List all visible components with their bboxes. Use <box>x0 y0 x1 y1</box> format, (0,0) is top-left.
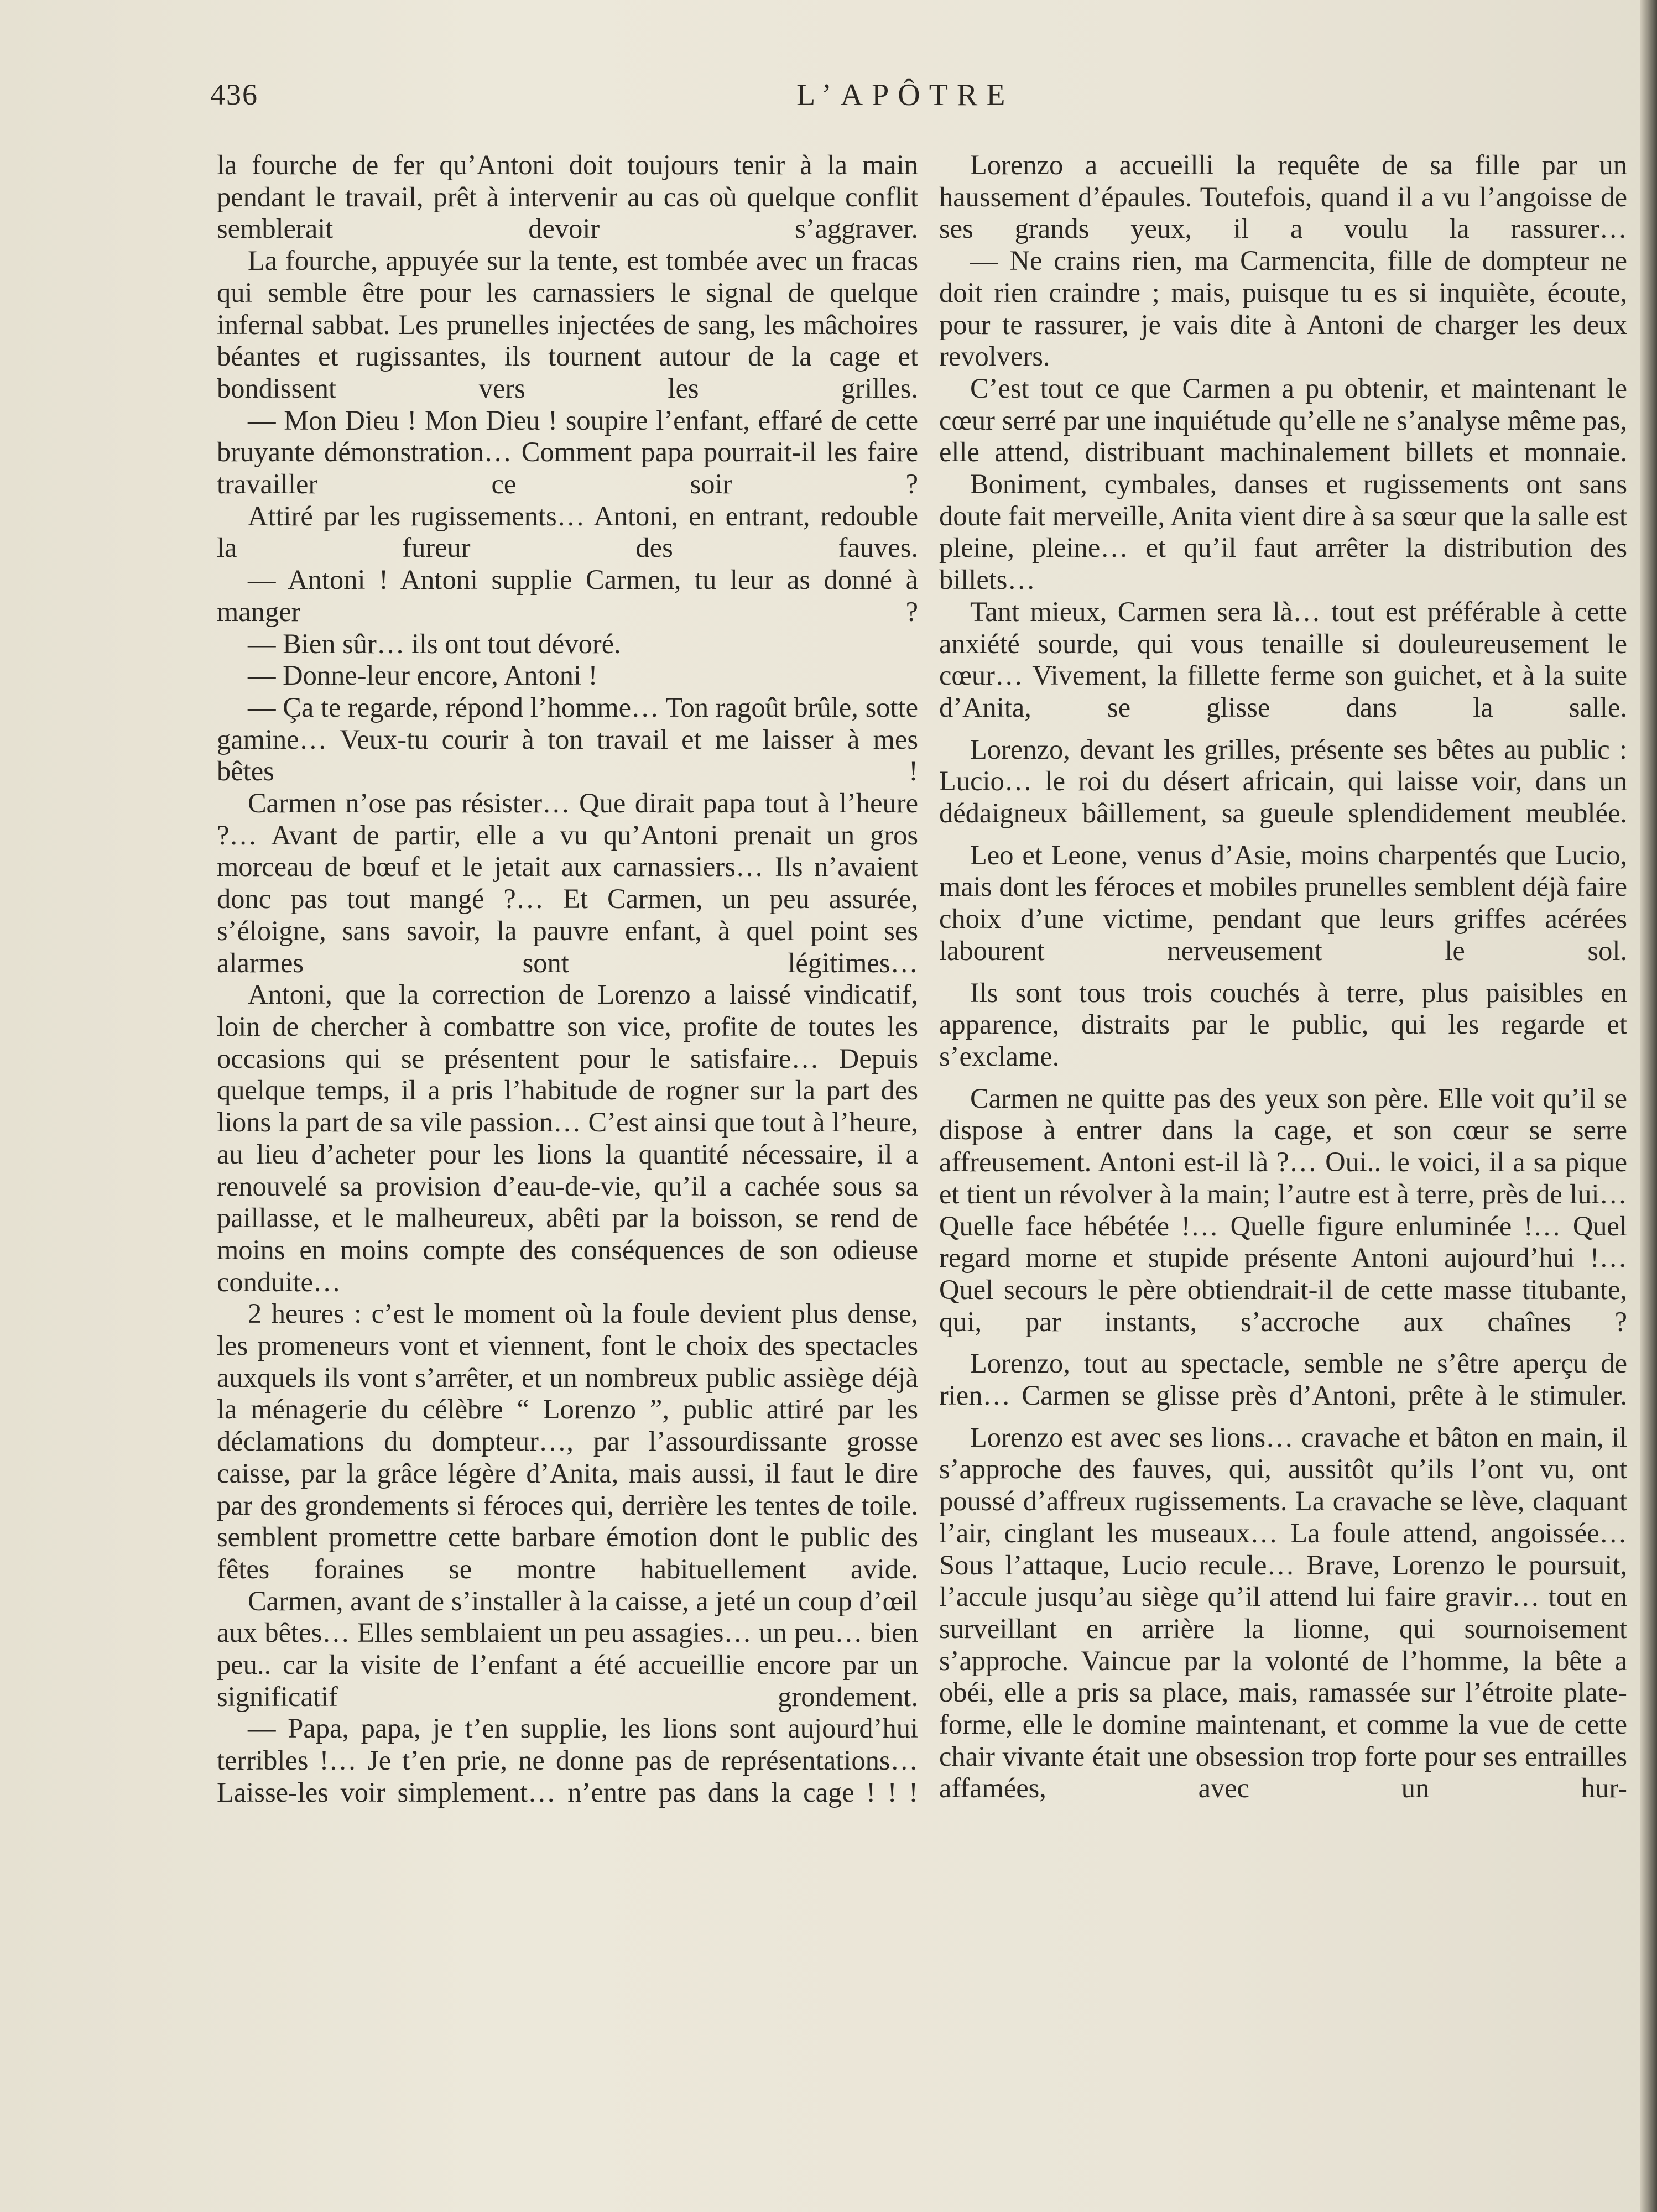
paragraph: la fourche de fer qu’Antoni doit toujours tenir à la main pendant le travail, prêt à intervenir au cas où quelque conflit semblerait devoir s’aggraver. <box>217 149 918 244</box>
paragraph: — Ne crains rien, ma Carmencita, fille de dompteur ne doit rien craindre ; mais, puisque tu es si inquiète, écoute, pour te rassurer, je vais dite à Antoni de charger les deux revolvers. <box>939 245 1627 372</box>
paragraph: Attiré par les rugissements… Antoni, en entrant, redouble la fureur des fauves. <box>217 500 918 564</box>
paragraph: — Mon Dieu ! Mon Dieu ! soupire l’enfant, effaré de cette bruyante démonstration… Comment papa pourrait-il les faire travailler ce soir ? <box>217 404 918 500</box>
paragraph: Lorenzo est avec ses lions… cravache et bâton en main, il s’approche des fauves, qui, aussitôt qu’ils l’ont vu, ont poussé d’affreux rugissements. La cravache se lève, claquant l’air, cinglant les museaux… La foule attend, angoissée… Sous l’attaque, Lucio recule… Brave, Lorenzo le poursuit, l’accule jusqu’au siège qu’il attend lui faire gravir… tout en surveillant en arrière la lionne, qui sournoisement s’approche. Vaincue par la volonté de l’homme, la bête a obéi, elle a pris sa place, mais, ramassée sur l’étroite plate-forme, elle le domine maintenant, et comme la vue de cette chair vivante était une obsession trop forte pour ses entrailles affamées, avec un hur- <box>939 1421 1627 1804</box>
paragraph: — Donne-leur encore, Antoni ! <box>248 660 598 691</box>
paragraph: Carmen, avant de s’installer à la caisse, a jeté un coup d’œil aux bêtes… Elles semblaient un peu assagies… un peu… bien peu.. car la visite de l’enfant a été accueillie encore par un significatif grondement. <box>217 1585 918 1712</box>
paragraph: Lorenzo a accueilli la requête de sa fille par un haussement d’épaules. Toutefois, quand il a vu l’angoisse de ses grands yeux, il a voulu la rassurer… <box>939 149 1627 244</box>
paragraph: 2 heures : c’est le moment où la foule devient plus dense, les promeneurs vont et viennent, font le choix des spectacles auxquels ils vont s’arrêter, et un nombreux public assiège déjà la ménagerie du célèbre “ Lorenzo ”, public attiré par les déclamations du dompteur…, par l’assourdissante grosse caisse, par la grâce légère d’Anita, mais aussi, il faut le dire par des grondements si féroces qui, derrière les tentes de toile. semblent promettre cette barbare émotion dont le public des fêtes foraines se montre habituellement avide. <box>217 1298 918 1584</box>
running-title: L’APÔTRE <box>796 78 1014 112</box>
paragraph: La fourche, appuyée sur la tente, est tombée avec un fracas qui semble être pour les carnassiers le signal de quelque infernal sabbat. Les prunelles injectées de sang, les mâchoires béantes et rugissantes, ils tournent autour de la cage et bondissent vers les grilles. <box>217 245 918 404</box>
paragraph: Leo et Leone, venus d’Asie, moins charpentés que Lucio, mais dont les féroces et mobiles prunelles semblent déjà faire choix d’une victime, pendant que leurs griffes acérées labourent nerveusement le sol. <box>939 839 1627 966</box>
book-spine-shadow <box>1640 0 1657 2212</box>
paragraph: — Ça te regarde, répond l’homme… Ton ragoût brûle, sotte gamine… Veux-tu courir à ton travail et me laisser à mes bêtes ! <box>217 691 918 787</box>
paragraph: Antoni, que la correction de Lorenzo a laissé vindicatif, loin de chercher à combattre son vice, profite de toutes les occasions qui se présentent pour le satisfaire… Depuis quelque temps, il a pris l’habitude de rogner sur la part des lions la part de sa vile passion… C’est ainsi que tout à l’heure, au lieu d’acheter pour les lions la quantité nécessaire, il a renouvelé sa provision d’eau-de-vie, qu’il a cachée sous sa paillasse, et le malheureux, abêti par la boisson, se rend de moins en moins compte des conséquences de son odieuse conduite… <box>217 979 918 1297</box>
paragraph: — Bien sûr… ils ont tout dévoré. <box>248 628 621 659</box>
paragraph: Boniment, cymbales, danses et rugissements ont sans doute fait merveille, Anita vient dire à sa sœur que la salle est pleine, pleine… et qu’il faut arrêter la distribution des billets… <box>939 468 1627 596</box>
paragraph: Ils sont tous trois couchés à terre, plus paisibles en apparence, distraits par le public, qui les regarde et s’exclame. <box>939 977 1627 1072</box>
paragraph: — Antoni ! Antoni supplie Carmen, tu leur as donné à manger ? <box>217 564 918 627</box>
page-number: 436 <box>210 78 258 111</box>
paragraph: Lorenzo, tout au spectacle, semble ne s’être aperçu de rien… Carmen se glisse près d’Antoni, prête à le stimuler. <box>939 1348 1627 1411</box>
paragraph: — Papa, papa, je t’en supplie, les lions sont aujourd’hui terribles !… Je t’en prie, ne donne pas de représentations… Laisse-les voir simplement… n’entre pas dans la cage ! ! ! <box>217 1713 918 1808</box>
page-header <box>210 77 1604 122</box>
paragraph: C’est tout ce que Carmen a pu obtenir, et maintenant le cœur serré par une inquiétude qu’elle ne s’analyse même pas, elle attend, distribuant machinalement billets et monnaie. <box>939 372 1627 468</box>
paragraph: Tant mieux, Carmen sera là… tout est préférable à cette anxiété sourde, qui vous tenaille si douleureusement le cœur… Vivement, la fillette ferme son guichet, et à la suite d’Anita, se glisse dans la salle. <box>939 596 1627 723</box>
paragraph: Lorenzo, devant les grilles, présente ses bêtes au public : Lucio… le roi du désert africain, qui laisse voir, dans un dédaigneux bâillement, sa gueule splendidement meublée. <box>939 733 1627 829</box>
left-column <box>217 149 918 1809</box>
right-column <box>939 149 1627 1804</box>
paragraph: Carmen n’ose pas résister… Que dirait papa tout à l’heure ?… Avant de partir, elle a vu qu’Antoni prenait un gros morceau de bœuf et le jetait aux carnassiers… Ils n’avaient donc pas tout mangé ?… Et Carmen, un peu assurée, s’éloigne, sans savoir, la pauvre enfant, à quel point ses alarmes sont légitimes… <box>217 787 918 978</box>
paragraph: Carmen ne quitte pas des yeux son père. Elle voit qu’il se dispose à entrer dans la cage, et son cœur se serre affreusement. Antoni est-il là ?… Oui.. le voici, il a sa pique et tient un révolver à la main; l’autre est à terre, près de lui… Quelle face hébétée !… Quelle figure enluminée !… Quel regard morne et stupide présente Antoni aujourd’hui !… Quel secours le père obtiendrait-il de cette masse titubante, qui, par instants, s’accroche aux chaînes ? <box>939 1082 1627 1337</box>
